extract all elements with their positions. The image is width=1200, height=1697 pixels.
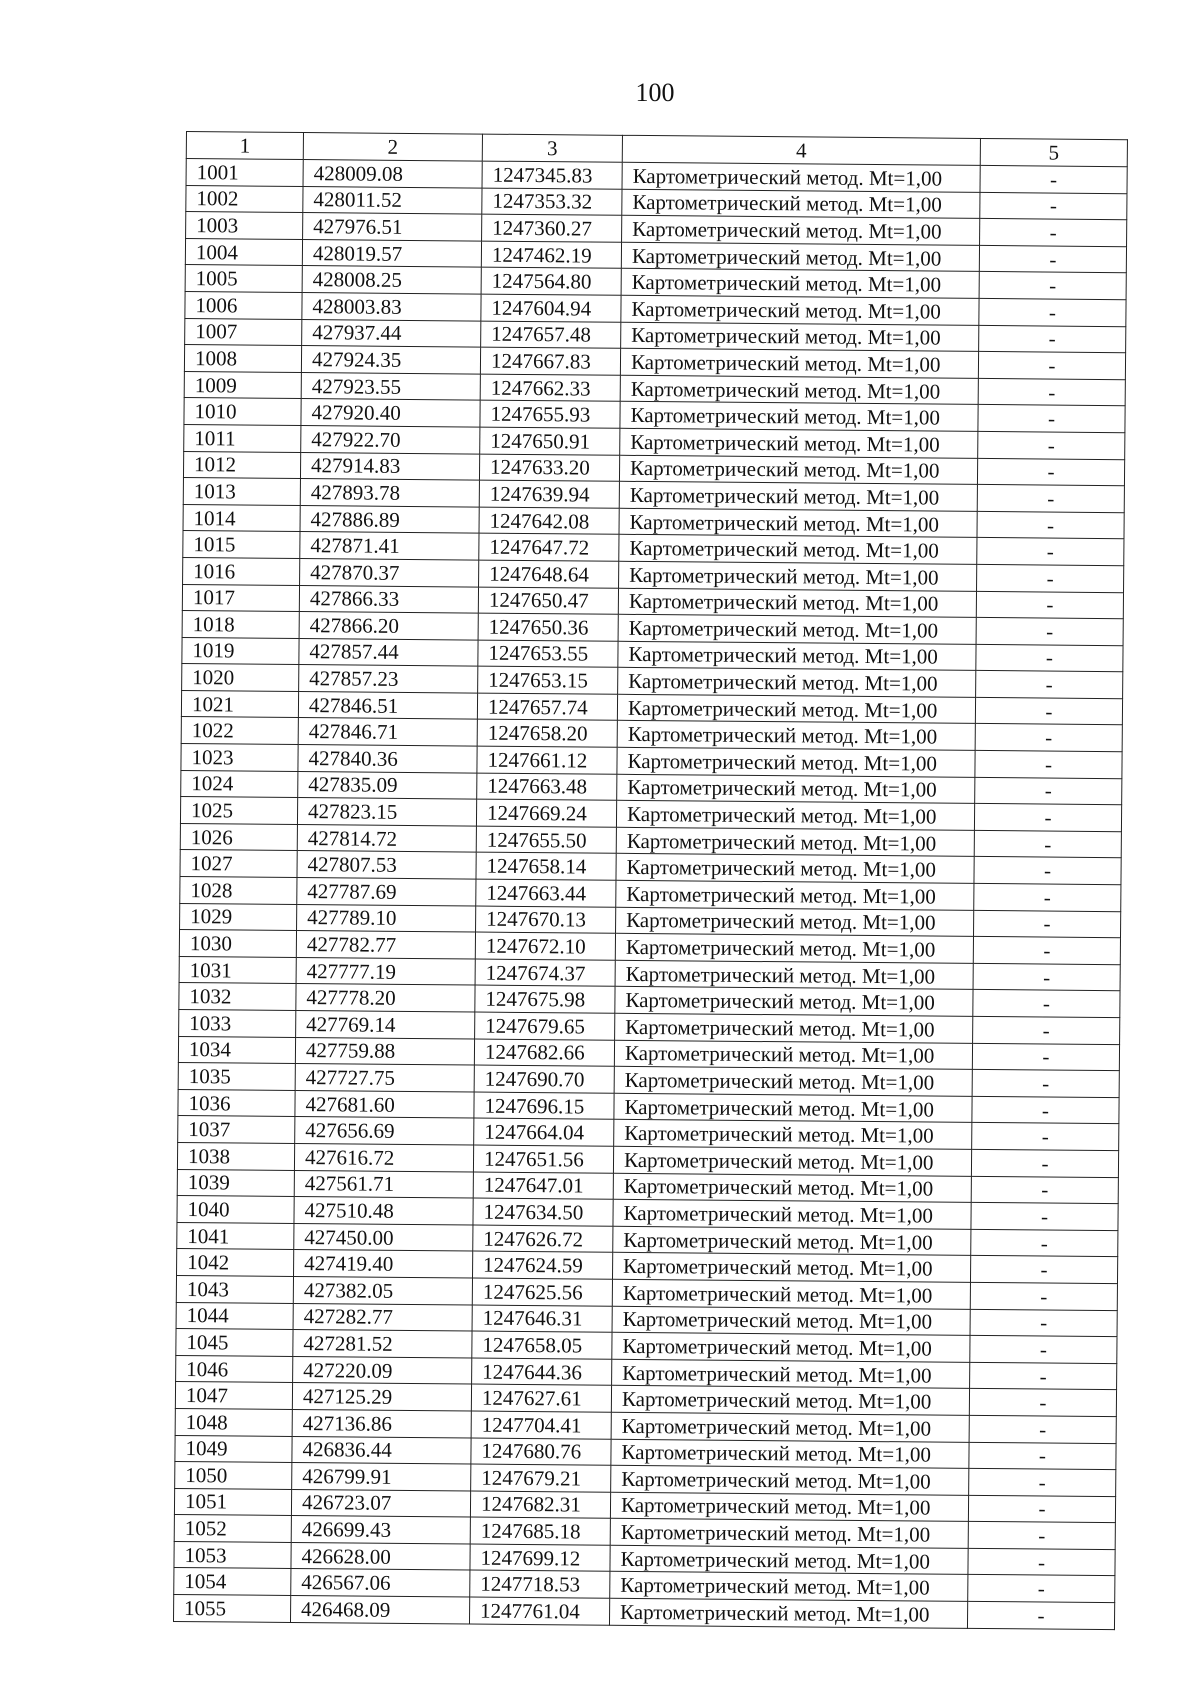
note-cell: - — [968, 1575, 1115, 1603]
method-cell: Картометрический метод. Mt=1,00 — [614, 1066, 972, 1096]
point-number-cell: 1024 — [181, 770, 298, 798]
y-coordinate-cell: 1247685.18 — [470, 1517, 610, 1545]
y-coordinate-cell: 1247699.12 — [470, 1544, 610, 1572]
method-cell: Картометрический метод. Mt=1,00 — [620, 375, 978, 405]
y-coordinate-cell: 1247462.19 — [481, 241, 621, 269]
note-cell: - — [970, 1336, 1117, 1364]
point-number-cell: 1033 — [179, 1009, 296, 1037]
point-number-cell: 1049 — [175, 1435, 292, 1463]
x-coordinate-cell: 427125.29 — [292, 1383, 471, 1411]
x-coordinate-cell: 427281.52 — [293, 1330, 472, 1358]
point-number-cell: 1012 — [183, 451, 300, 479]
x-coordinate-cell: 427759.88 — [295, 1037, 474, 1065]
x-coordinate-cell: 428009.08 — [303, 160, 482, 188]
x-coordinate-cell: 427510.48 — [294, 1197, 473, 1225]
x-coordinate-cell: 427777.19 — [296, 957, 475, 985]
point-number-cell: 1040 — [177, 1196, 294, 1224]
point-number-cell: 1052 — [174, 1515, 291, 1543]
point-number-cell: 1047 — [175, 1382, 292, 1410]
y-coordinate-cell: 1247655.50 — [476, 826, 616, 854]
y-coordinate-cell: 1247657.74 — [477, 693, 617, 721]
point-number-cell: 1016 — [183, 557, 300, 585]
point-number-cell: 1009 — [184, 371, 301, 399]
method-cell: Картометрический метод. Mt=1,00 — [621, 295, 979, 325]
method-cell: Картометрический метод. Mt=1,00 — [611, 1439, 969, 1469]
note-cell: - — [968, 1495, 1115, 1523]
note-cell: - — [969, 1389, 1116, 1417]
note-cell: - — [968, 1548, 1115, 1576]
method-cell: Картометрический метод. Mt=1,00 — [619, 561, 977, 591]
note-cell: - — [976, 618, 1123, 646]
x-coordinate-cell: 428019.57 — [302, 239, 481, 267]
x-coordinate-cell: 426723.07 — [291, 1489, 470, 1517]
point-number-cell: 1054 — [174, 1568, 291, 1596]
method-cell: Картометрический метод. Mt=1,00 — [618, 641, 976, 671]
note-cell: - — [974, 883, 1121, 911]
x-coordinate-cell: 427857.44 — [299, 638, 478, 666]
point-number-cell: 1050 — [175, 1462, 292, 1490]
point-number-cell: 1028 — [180, 877, 297, 905]
note-cell: - — [971, 1176, 1118, 1204]
method-cell: Картометрический метод. Mt=1,00 — [620, 402, 978, 432]
method-cell: Картометрический метод. Mt=1,00 — [611, 1465, 969, 1495]
x-coordinate-cell: 427924.35 — [301, 346, 480, 374]
note-cell: - — [969, 1442, 1116, 1470]
point-number-cell: 1037 — [178, 1116, 295, 1144]
y-coordinate-cell: 1247627.61 — [471, 1384, 611, 1412]
x-coordinate-cell: 428008.25 — [302, 266, 481, 294]
y-coordinate-cell: 1247679.65 — [475, 1012, 615, 1040]
point-number-cell: 1045 — [176, 1329, 293, 1357]
point-number-cell: 1029 — [180, 903, 297, 931]
note-cell: - — [979, 245, 1126, 273]
note-cell: - — [971, 1203, 1118, 1231]
note-cell: - — [967, 1601, 1114, 1629]
y-coordinate-cell: 1247657.48 — [481, 321, 621, 349]
point-number-cell: 1042 — [177, 1249, 294, 1277]
note-cell: - — [969, 1415, 1116, 1443]
y-coordinate-cell: 1247664.04 — [474, 1118, 614, 1146]
method-cell: Картометрический метод. Mt=1,00 — [615, 933, 973, 963]
y-coordinate-cell: 1247634.50 — [473, 1198, 613, 1226]
y-coordinate-cell: 1247633.20 — [479, 454, 619, 482]
x-coordinate-cell: 427787.69 — [297, 878, 476, 906]
point-number-cell: 1014 — [183, 504, 300, 532]
note-cell: - — [973, 910, 1120, 938]
note-cell: - — [972, 1123, 1119, 1151]
x-coordinate-cell: 426468.09 — [290, 1596, 469, 1624]
method-cell: Картометрический метод. Mt=1,00 — [613, 1173, 971, 1203]
y-coordinate-cell: 1247663.44 — [476, 879, 616, 907]
page-number: 100 — [635, 78, 675, 107]
x-coordinate-cell: 427922.70 — [301, 425, 480, 453]
x-coordinate-cell: 427220.09 — [293, 1356, 472, 1384]
method-cell: Картометрический метод. Mt=1,00 — [619, 508, 977, 538]
method-cell: Картометрический метод. Mt=1,00 — [617, 774, 975, 804]
y-coordinate-cell: 1247650.47 — [478, 587, 618, 615]
point-number-cell: 1055 — [173, 1595, 290, 1623]
y-coordinate-cell: 1247663.48 — [477, 773, 617, 801]
point-number-cell: 1015 — [183, 531, 300, 559]
x-coordinate-cell: 427823.15 — [297, 798, 476, 826]
y-coordinate-cell: 1247761.04 — [469, 1597, 609, 1625]
method-cell: Картометрический метод. Mt=1,00 — [611, 1386, 969, 1416]
note-cell: - — [971, 1149, 1118, 1177]
y-coordinate-cell: 1247647.72 — [479, 533, 619, 561]
note-cell: - — [976, 671, 1123, 699]
x-coordinate-cell: 427419.40 — [294, 1250, 473, 1278]
x-coordinate-cell: 427840.36 — [298, 745, 477, 773]
y-coordinate-cell: 1247675.98 — [475, 985, 615, 1013]
y-coordinate-cell: 1247625.56 — [472, 1278, 612, 1306]
point-number-cell: 1022 — [181, 717, 298, 745]
y-coordinate-cell: 1247639.94 — [479, 480, 619, 508]
y-coordinate-cell: 1247650.36 — [478, 613, 618, 641]
y-coordinate-cell: 1247670.13 — [476, 906, 616, 934]
x-coordinate-cell: 427920.40 — [301, 399, 480, 427]
note-cell: - — [968, 1522, 1115, 1550]
note-cell: - — [978, 405, 1125, 433]
note-cell: - — [979, 272, 1126, 300]
method-cell: Картометрический метод. Mt=1,00 — [612, 1306, 970, 1336]
note-cell: - — [977, 564, 1124, 592]
y-coordinate-cell: 1247658.14 — [476, 852, 616, 880]
point-number-cell: 1008 — [184, 345, 301, 373]
point-number-cell: 1013 — [183, 478, 300, 506]
y-coordinate-cell: 1247662.33 — [480, 374, 620, 402]
point-number-cell: 1027 — [180, 850, 297, 878]
point-number-cell: 1018 — [182, 611, 299, 639]
note-cell: - — [980, 192, 1127, 220]
y-coordinate-cell: 1247682.66 — [474, 1039, 614, 1067]
x-coordinate-cell: 427616.72 — [294, 1143, 473, 1171]
note-cell: - — [970, 1282, 1117, 1310]
method-cell: Картометрический метод. Mt=1,00 — [617, 694, 975, 724]
x-coordinate-cell: 427681.60 — [295, 1090, 474, 1118]
point-number-cell: 1046 — [176, 1355, 293, 1383]
x-coordinate-cell: 427835.09 — [298, 771, 477, 799]
note-cell: - — [978, 431, 1125, 459]
method-cell: Картометрический метод. Mt=1,00 — [615, 1013, 973, 1043]
x-coordinate-cell: 427937.44 — [302, 319, 481, 347]
point-number-cell: 1051 — [174, 1488, 291, 1516]
coordinates-table — [173, 131, 1128, 1630]
y-coordinate-cell: 1247679.21 — [471, 1464, 611, 1492]
note-cell: - — [973, 990, 1120, 1018]
y-coordinate-cell: 1247696.15 — [474, 1092, 614, 1120]
y-coordinate-cell: 1247667.83 — [480, 347, 620, 375]
note-cell: - — [978, 352, 1125, 380]
x-coordinate-cell: 427769.14 — [296, 1010, 475, 1038]
method-cell: Картометрический метод. Mt=1,00 — [612, 1253, 970, 1283]
x-coordinate-cell: 426799.91 — [292, 1463, 471, 1491]
y-coordinate-cell: 1247564.80 — [481, 267, 621, 295]
point-number-cell: 1032 — [179, 983, 296, 1011]
method-cell: Картометрический метод. Mt=1,00 — [616, 907, 974, 937]
y-coordinate-cell: 1247345.83 — [482, 161, 622, 189]
note-cell: - — [969, 1468, 1116, 1496]
y-coordinate-cell: 1247624.59 — [473, 1251, 613, 1279]
y-coordinate-cell: 1247655.93 — [480, 400, 620, 428]
note-cell: - — [975, 777, 1122, 805]
y-coordinate-cell: 1247658.20 — [477, 720, 617, 748]
method-cell: Картометрический метод. Mt=1,00 — [613, 1199, 971, 1229]
y-coordinate-cell: 1247642.08 — [479, 507, 619, 535]
x-coordinate-cell: 427846.71 — [298, 718, 477, 746]
y-coordinate-cell: 1247626.72 — [473, 1225, 613, 1253]
x-coordinate-cell: 428003.83 — [302, 292, 481, 320]
x-coordinate-cell: 427923.55 — [301, 372, 480, 400]
point-number-cell: 1036 — [178, 1089, 295, 1117]
point-number-cell: 1031 — [179, 956, 296, 984]
y-coordinate-cell: 1247644.36 — [472, 1358, 612, 1386]
point-number-cell: 1017 — [182, 584, 299, 612]
method-cell: Картометрический метод. Mt=1,00 — [616, 801, 974, 831]
x-coordinate-cell: 427857.23 — [299, 665, 478, 693]
method-cell: Картометрический метод. Mt=1,00 — [610, 1519, 968, 1549]
method-cell: Картометрический метод. Mt=1,00 — [622, 162, 980, 192]
method-cell: Картометрический метод. Mt=1,00 — [620, 348, 978, 378]
x-coordinate-cell: 427807.53 — [297, 851, 476, 879]
method-cell: Картометрический метод. Mt=1,00 — [613, 1146, 971, 1176]
note-cell: - — [972, 1043, 1119, 1071]
point-number-cell: 1023 — [181, 744, 298, 772]
point-number-cell: 1011 — [184, 424, 301, 452]
point-number-cell: 1038 — [177, 1142, 294, 1170]
y-coordinate-cell: 1247647.01 — [473, 1172, 613, 1200]
x-coordinate-cell: 426628.00 — [291, 1542, 470, 1570]
point-number-cell: 1039 — [177, 1169, 294, 1197]
x-coordinate-cell: 427871.41 — [300, 532, 479, 560]
point-number-cell: 1002 — [186, 185, 303, 213]
point-number-cell: 1053 — [174, 1541, 291, 1569]
point-number-cell: 1030 — [179, 930, 296, 958]
y-coordinate-cell: 1247690.70 — [474, 1065, 614, 1093]
y-coordinate-cell: 1247604.94 — [481, 294, 621, 322]
note-cell: - — [972, 1096, 1119, 1124]
method-cell: Картометрический метод. Mt=1,00 — [609, 1598, 967, 1628]
y-coordinate-cell: 1247653.15 — [478, 666, 618, 694]
note-cell: - — [975, 750, 1122, 778]
x-coordinate-cell: 428011.52 — [303, 186, 482, 214]
point-number-cell: 1001 — [186, 159, 303, 187]
note-cell: - — [980, 219, 1127, 247]
y-coordinate-cell: 1247672.10 — [475, 932, 615, 960]
note-cell: - — [974, 830, 1121, 858]
y-coordinate-cell: 1247704.41 — [471, 1411, 611, 1439]
point-number-cell: 1006 — [185, 291, 302, 319]
method-cell: Картометрический метод. Mt=1,00 — [618, 588, 976, 618]
x-coordinate-cell: 426836.44 — [292, 1436, 471, 1464]
method-cell: Картометрический метод. Mt=1,00 — [619, 535, 977, 565]
y-coordinate-cell: 1247650.91 — [480, 427, 620, 455]
y-coordinate-cell: 1247680.76 — [471, 1438, 611, 1466]
note-cell: - — [977, 511, 1124, 539]
column-header-4: 4 — [622, 135, 980, 165]
point-number-cell: 1035 — [178, 1063, 295, 1091]
x-coordinate-cell: 427382.05 — [293, 1276, 472, 1304]
method-cell: Картометрический метод. Mt=1,00 — [610, 1545, 968, 1575]
note-cell: - — [973, 963, 1120, 991]
x-coordinate-cell: 427846.51 — [298, 691, 477, 719]
method-cell: Картометрический метод. Mt=1,00 — [611, 1412, 969, 1442]
x-coordinate-cell: 426699.43 — [291, 1516, 470, 1544]
y-coordinate-cell: 1247674.37 — [475, 959, 615, 987]
x-coordinate-cell: 427866.33 — [299, 585, 478, 613]
y-coordinate-cell: 1247669.24 — [476, 799, 616, 827]
y-coordinate-cell: 1247360.27 — [482, 214, 622, 242]
note-cell: - — [978, 378, 1125, 406]
method-cell: Картометрический метод. Mt=1,00 — [622, 189, 980, 219]
method-cell: Картометрический метод. Mt=1,00 — [621, 269, 979, 299]
note-cell: - — [971, 1229, 1118, 1257]
method-cell: Картометрический метод. Mt=1,00 — [610, 1492, 968, 1522]
note-cell: - — [976, 591, 1123, 619]
method-cell: Картометрический метод. Mt=1,00 — [620, 428, 978, 458]
point-number-cell: 1044 — [176, 1302, 293, 1330]
point-number-cell: 1005 — [185, 265, 302, 293]
method-cell: Картометрический метод. Mt=1,00 — [612, 1359, 970, 1389]
note-cell: - — [972, 1070, 1119, 1098]
point-number-cell: 1007 — [185, 318, 302, 346]
x-coordinate-cell: 427893.78 — [300, 479, 479, 507]
method-cell: Картометрический метод. Mt=1,00 — [616, 854, 974, 884]
method-cell: Картометрический метод. Mt=1,00 — [613, 1226, 971, 1256]
note-cell: - — [973, 1016, 1120, 1044]
x-coordinate-cell: 427561.71 — [294, 1170, 473, 1198]
method-cell: Картометрический метод. Mt=1,00 — [614, 1040, 972, 1070]
x-coordinate-cell: 427870.37 — [300, 558, 479, 586]
point-number-cell: 1034 — [178, 1036, 295, 1064]
method-cell: Картометрический метод. Mt=1,00 — [616, 880, 974, 910]
method-cell: Картометрический метод. Mt=1,00 — [610, 1572, 968, 1602]
note-cell: - — [977, 538, 1124, 566]
method-cell: Картометрический метод. Mt=1,00 — [617, 721, 975, 751]
point-number-cell: 1004 — [185, 238, 302, 266]
point-number-cell: 1026 — [180, 823, 297, 851]
method-cell: Картометрический метод. Mt=1,00 — [621, 322, 979, 352]
y-coordinate-cell: 1247682.31 — [470, 1491, 610, 1519]
point-number-cell: 1025 — [180, 797, 297, 825]
note-cell: - — [977, 458, 1124, 486]
method-cell: Картометрический метод. Mt=1,00 — [615, 987, 973, 1017]
x-coordinate-cell: 427136.86 — [292, 1409, 471, 1437]
y-coordinate-cell: 1247661.12 — [477, 746, 617, 774]
column-header-5: 5 — [980, 138, 1127, 166]
x-coordinate-cell: 427814.72 — [297, 824, 476, 852]
method-cell: Картометрический метод. Mt=1,00 — [621, 242, 979, 272]
method-cell: Картометрический метод. Mt=1,00 — [618, 668, 976, 698]
x-coordinate-cell: 426567.06 — [291, 1569, 470, 1597]
note-cell: - — [974, 804, 1121, 832]
x-coordinate-cell: 427282.77 — [293, 1303, 472, 1331]
x-coordinate-cell: 427450.00 — [294, 1223, 473, 1251]
note-cell: - — [974, 857, 1121, 885]
y-coordinate-cell: 1247353.32 — [482, 188, 622, 216]
method-cell: Картометрический метод. Mt=1,00 — [612, 1279, 970, 1309]
method-cell: Картометрический метод. Mt=1,00 — [619, 455, 977, 485]
y-coordinate-cell: 1247658.05 — [472, 1331, 612, 1359]
x-coordinate-cell: 427778.20 — [296, 984, 475, 1012]
point-number-cell: 1043 — [176, 1275, 293, 1303]
x-coordinate-cell: 427886.89 — [300, 505, 479, 533]
note-cell: - — [970, 1256, 1117, 1284]
column-header-3: 3 — [482, 134, 622, 162]
point-number-cell: 1019 — [182, 637, 299, 665]
point-number-cell: 1003 — [186, 212, 303, 240]
method-cell: Картометрический метод. Mt=1,00 — [622, 215, 980, 245]
note-cell: - — [975, 697, 1122, 725]
note-cell: - — [979, 325, 1126, 353]
x-coordinate-cell: 427789.10 — [297, 904, 476, 932]
method-cell: Картометрический метод. Mt=1,00 — [614, 1093, 972, 1123]
note-cell: - — [975, 724, 1122, 752]
method-cell: Картометрический метод. Mt=1,00 — [614, 1120, 972, 1150]
point-number-cell: 1021 — [181, 690, 298, 718]
y-coordinate-cell: 1247646.31 — [472, 1305, 612, 1333]
method-cell: Картометрический метод. Mt=1,00 — [612, 1332, 970, 1362]
point-number-cell: 1010 — [184, 398, 301, 426]
x-coordinate-cell: 427656.69 — [295, 1117, 474, 1145]
note-cell: - — [980, 165, 1127, 193]
y-coordinate-cell: 1247651.56 — [473, 1145, 613, 1173]
x-coordinate-cell: 427914.83 — [300, 452, 479, 480]
note-cell: - — [977, 485, 1124, 513]
note-cell: - — [970, 1362, 1117, 1390]
column-header-2: 2 — [303, 133, 482, 162]
y-coordinate-cell: 1247648.64 — [479, 560, 619, 588]
method-cell: Картометрический метод. Mt=1,00 — [615, 960, 973, 990]
table-body — [173, 159, 1127, 1630]
note-cell: - — [976, 644, 1123, 672]
point-number-cell: 1020 — [182, 664, 299, 692]
x-coordinate-cell: 427866.20 — [299, 612, 478, 640]
method-cell: Картометрический метод. Mt=1,00 — [617, 747, 975, 777]
x-coordinate-cell: 427782.77 — [296, 931, 475, 959]
x-coordinate-cell: 427976.51 — [303, 213, 482, 241]
method-cell: Картометрический метод. Mt=1,00 — [616, 827, 974, 857]
point-number-cell: 1041 — [177, 1222, 294, 1250]
note-cell: - — [979, 298, 1126, 326]
point-number-cell: 1048 — [175, 1408, 292, 1436]
method-cell: Картометрический метод. Mt=1,00 — [619, 481, 977, 511]
x-coordinate-cell: 427727.75 — [295, 1064, 474, 1092]
column-header-1: 1 — [186, 132, 303, 160]
note-cell: - — [970, 1309, 1117, 1337]
method-cell: Картометрический метод. Mt=1,00 — [618, 614, 976, 644]
y-coordinate-cell: 1247653.55 — [478, 640, 618, 668]
note-cell: - — [973, 937, 1120, 965]
y-coordinate-cell: 1247718.53 — [470, 1571, 610, 1599]
